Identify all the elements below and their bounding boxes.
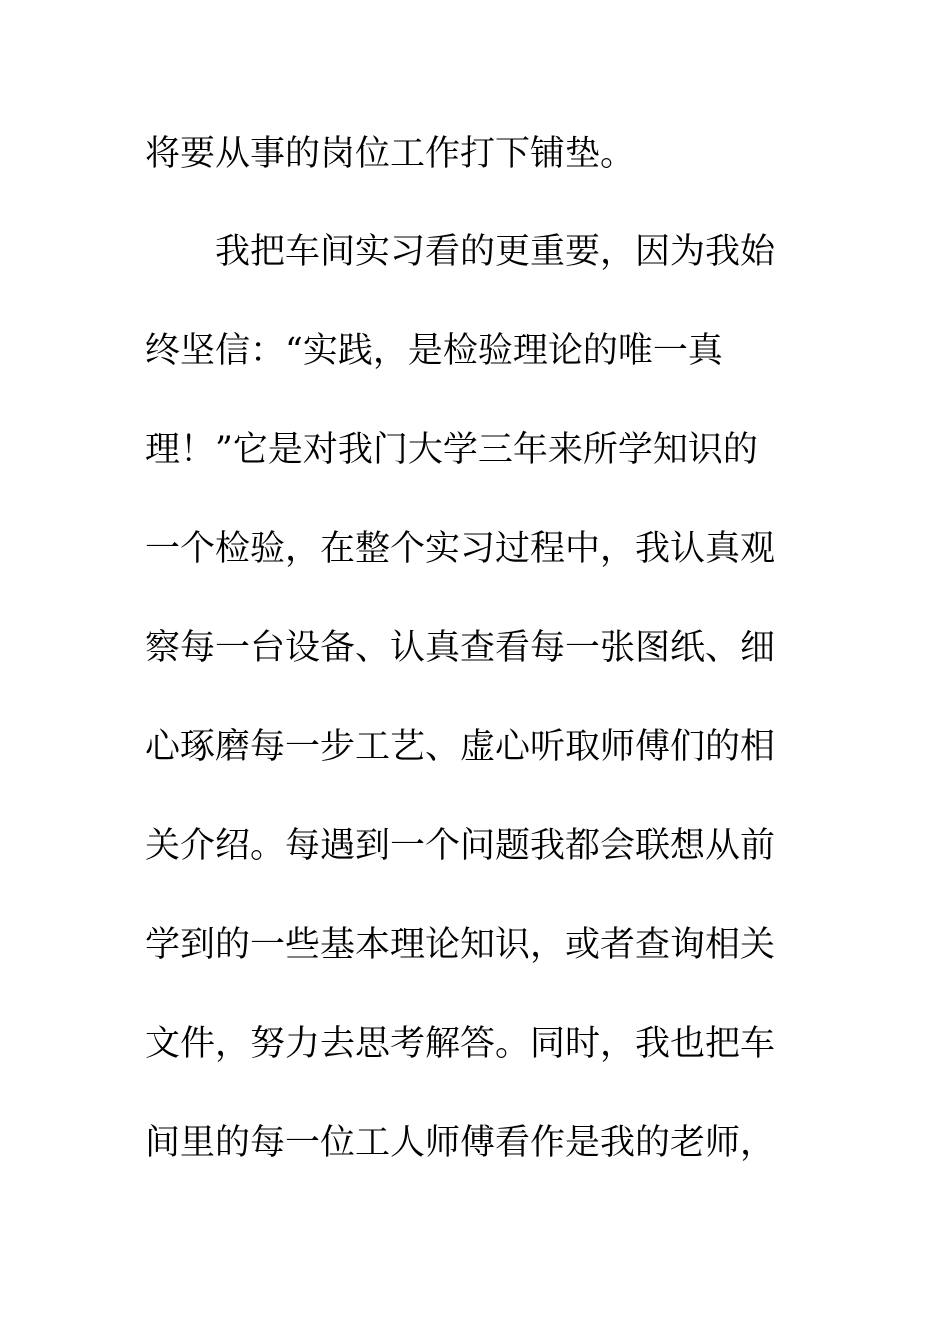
text-line: 一个检验，在整个实习过程中，我认真观 <box>145 529 776 569</box>
text-line: 终坚信：“实践，是检验理论的唯一真 <box>145 331 723 371</box>
text-line: 学到的一些基本理论知识，或者查询相关 <box>145 925 776 965</box>
text-line: 间里的每一位工人师傅看作是我的老师， <box>145 1123 776 1163</box>
text-line: 理！”它是对我门大学三年来所学知识的 <box>145 430 758 470</box>
text-line: 察每一台设备、认真查看每一张图纸、细 <box>145 628 776 668</box>
text-line: 心琢磨每一步工艺、虚心听取师傅们的相 <box>145 727 776 767</box>
paragraph-first-line: 我把车间实习看的更重要，因为我始 <box>215 232 776 272</box>
text-line: 文件，努力去思考解答。同时，我也把车 <box>145 1024 776 1064</box>
text-line: 将要从事的岗位工作打下铺垫。 <box>145 134 636 174</box>
text-line: 关介绍。每遇到一个问题我都会联想从前 <box>145 826 776 866</box>
